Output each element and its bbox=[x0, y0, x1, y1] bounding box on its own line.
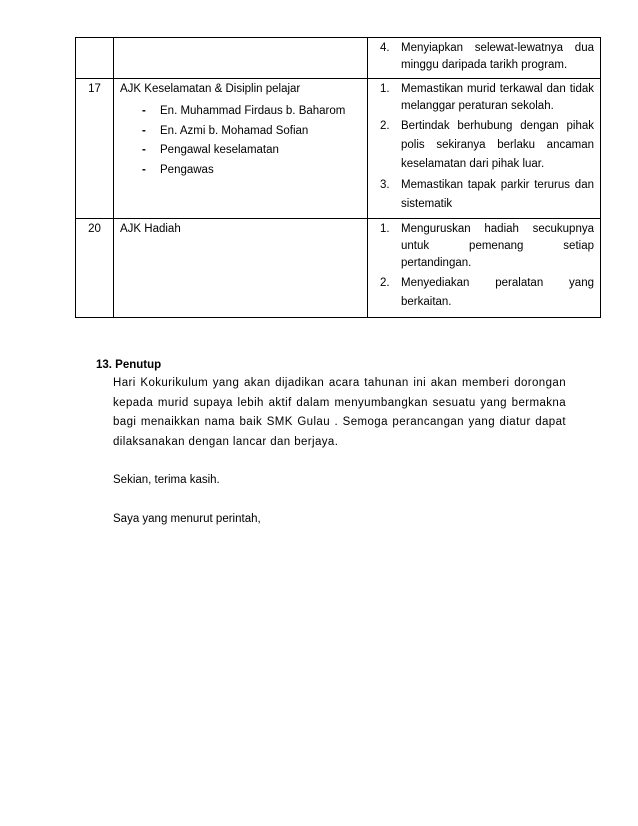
duty-item bbox=[374, 117, 594, 174]
row-number: 17 bbox=[76, 79, 114, 219]
member-item: - Pengawas bbox=[120, 161, 361, 181]
duty-item bbox=[374, 274, 594, 312]
duties-cell bbox=[368, 79, 601, 219]
signoff-line: Saya yang menurut perintah, bbox=[113, 512, 261, 525]
duties-cell bbox=[368, 219, 601, 318]
committee-cell: AJK Hadiah bbox=[114, 219, 368, 318]
table-row bbox=[76, 219, 601, 318]
duty-number: 1. bbox=[380, 83, 390, 95]
committee-cell bbox=[114, 38, 368, 79]
member-list bbox=[120, 102, 361, 180]
row-number: 20 bbox=[76, 219, 114, 318]
duty-number: 4. bbox=[380, 42, 390, 54]
table-row bbox=[76, 38, 601, 79]
table-row bbox=[76, 79, 601, 219]
duty-text: Memastikan tapak parkir terurus dan sistematik bbox=[401, 179, 594, 210]
member-item: - En. Azmi b. Mohamad Sofian bbox=[120, 122, 361, 142]
duty-number: 3. bbox=[380, 179, 390, 191]
duties-cell bbox=[368, 38, 601, 79]
duty-text: Menyiapkan selewat-lewatnya dua minggu daripada tarikh program. bbox=[401, 42, 594, 71]
member-item: - En. Muhammad Firdaus b. Baharom bbox=[120, 102, 361, 122]
committee-duties-table bbox=[75, 37, 601, 318]
closing-paragraph: Hari Kokurikulum yang akan dijadikan acara tahunan ini akan memberi dorongan kepada murid supaya lebih aktif dalam menyumbangkan sesuatu yang bermakna bagi menaikkan nama baik SMK Gulau . Semoga perancangan yang diatur dapat dilaksanakan dengan lancar dan berjaya. bbox=[113, 377, 566, 448]
section-heading: 13. Penutup bbox=[96, 359, 162, 371]
duty-text: Memastikan murid terkawal dan tidak melanggar peraturan sekolah. bbox=[401, 83, 594, 112]
duty-item bbox=[374, 81, 594, 115]
row-number bbox=[76, 38, 114, 79]
committee-cell bbox=[114, 79, 368, 219]
thanks-line: Sekian, terima kasih. bbox=[113, 474, 220, 486]
duty-number: 2. bbox=[380, 277, 390, 289]
duty-text: Menyediakan peralatan yang berkaitan. bbox=[401, 277, 594, 308]
duty-text: Menguruskan hadiah secukupnya untuk pemenang setiap pertandingan. bbox=[401, 223, 594, 269]
duty-item bbox=[374, 40, 594, 74]
duty-item bbox=[374, 176, 594, 214]
duty-number: 1. bbox=[380, 223, 390, 235]
closing-section bbox=[96, 356, 566, 529]
duty-text: Bertindak berhubung dengan pihak polis sekiranya berlaku ancaman keselamatan dari pihak luar. bbox=[401, 120, 594, 170]
duty-item bbox=[374, 221, 594, 272]
member-item: - Pengawal keselamatan bbox=[120, 141, 361, 161]
duty-number: 2. bbox=[380, 120, 390, 132]
committee-name: AJK Keselamatan & Disiplin pelajar bbox=[120, 83, 301, 95]
